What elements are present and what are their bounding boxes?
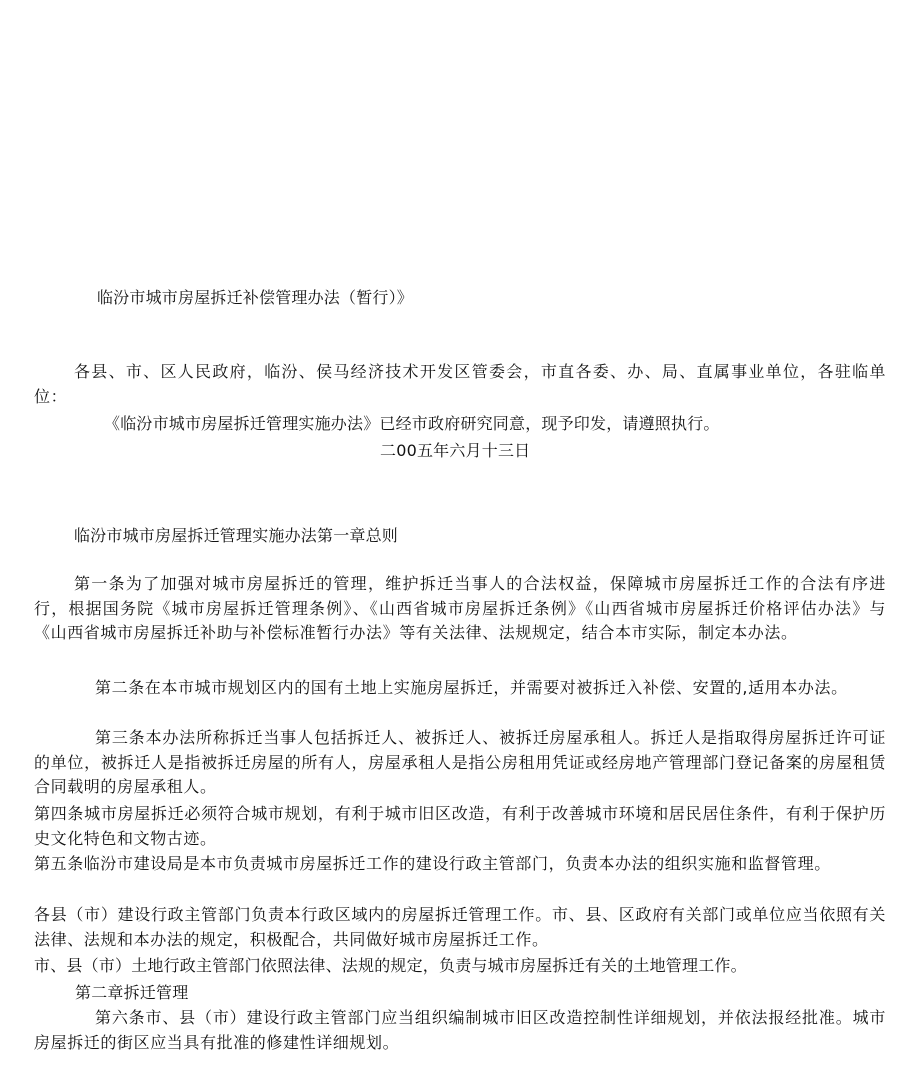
- article-5: 第五条临汾市建设局是本市负责城市房屋拆迁工作的建设行政主管部门，负责本办法的组织实施和监督管理。: [34, 854, 831, 873]
- notice-line: 《临汾市城市房屋拆迁管理实施办法》已经市政府研究同意，现予印发，请遵照执行。: [104, 414, 720, 433]
- measures-heading: 临汾市城市房屋拆迁管理实施办法第一章总则: [74, 526, 399, 545]
- salutation-paragraph: 各县、市、区人民政府，临汾、侯马经济技术开发区管委会，市直各委、办、局、直属事业单位，各驻临单位：: [34, 362, 886, 406]
- article-5-land: 市、县（市）土地行政主管部门依照法律、法规的规定，负责与城市房屋拆迁有关的土地管理工作。: [34, 956, 747, 975]
- article-5-county: 各县（市）建设行政主管部门负责本行政区域内的房屋拆迁管理工作。市、县、区政府有关部门或单位应当依照有关法律、法规和本办法的规定，积极配合，共同做好城市房屋拆迁工作。: [34, 905, 886, 949]
- issue-date: 二00五年六月十三日: [380, 441, 531, 460]
- article-1: 第一条为了加强对城市房屋拆迁的管理，维护拆迁当事人的合法权益，保障城市房屋拆迁工作的合法有序进行，根据国务院《城市房屋拆迁管理条例》、《山西省城市房屋拆迁条例》《山西省城市房屋拆迁价格评估办法》与《山西省城市房屋拆迁补助与补偿标准暂行办法》等有关法律、法规规定，结合本市实际，制定本办法。: [34, 574, 886, 643]
- article-6: 第六条市、县（市）建设行政主管部门应当组织编制城市旧区改造控制性详细规划，并依法报经批准。城市房屋拆迁的街区应当具有批准的修建性详细规划。: [34, 1008, 886, 1052]
- article-2: 第二条在本市城市规划区内的国有土地上实施房屋拆迁，并需要对被拆迁入补偿、安置的,适用本办法。: [95, 678, 848, 697]
- document-title: 临汾市城市房屋拆迁补偿管理办法（暂行）》: [97, 288, 414, 307]
- article-3: 第三条本办法所称拆迁当事人包括拆迁人、被拆迁人、被拆迁房屋承租人。拆迁人是指取得房屋拆迁许可证的单位，被拆迁人是指被拆迁房屋的所有人，房屋承租人是指公房租用凭证或经房地产管理部门登记备案的房屋租赁合同载明的房屋承租人。: [34, 728, 886, 797]
- chapter-2-heading: 第二章拆迁管理: [75, 983, 189, 1002]
- article-4: 第四条城市房屋拆迁必须符合城市规划，有利于城市旧区改造，有利于改善城市环境和居民居住条件，有利于保护历史文化特色和文物古迹。: [34, 804, 886, 848]
